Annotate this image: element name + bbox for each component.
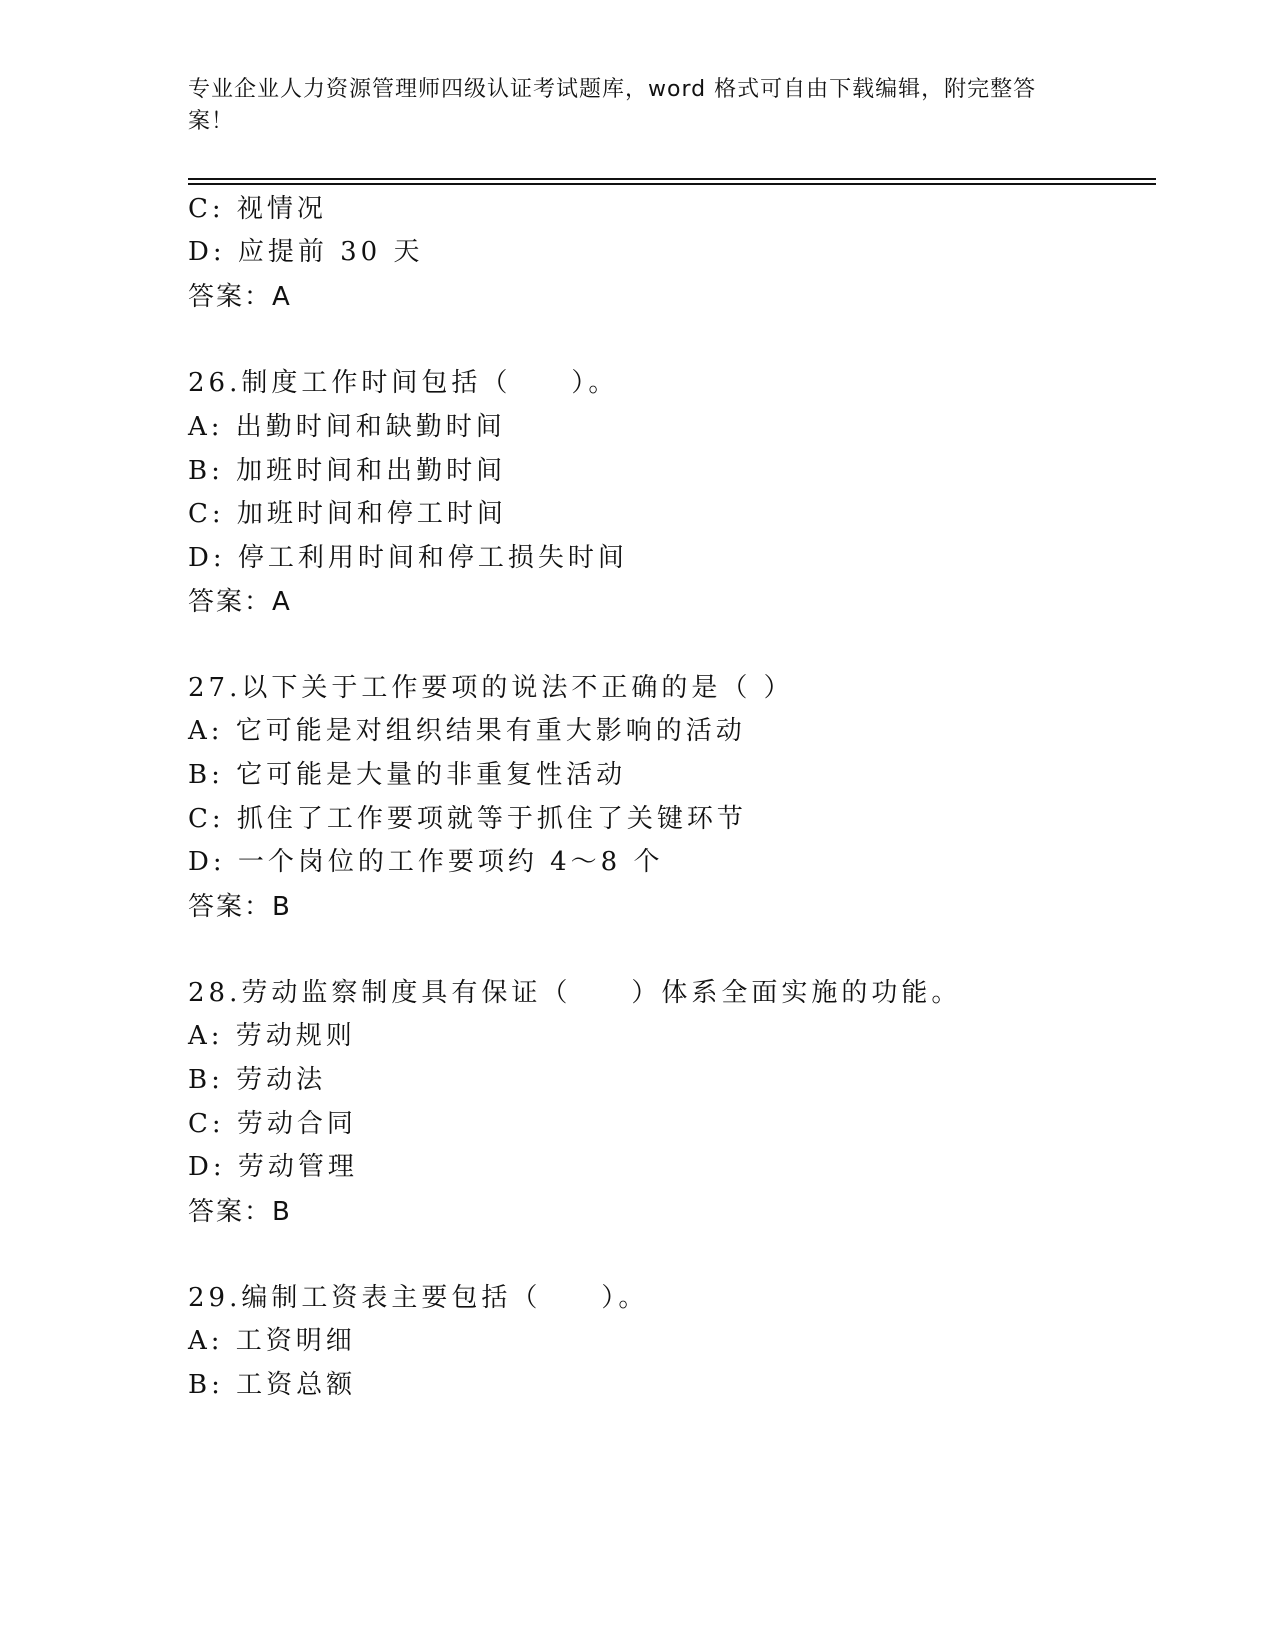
option-line: A: 工资明细: [188, 1326, 356, 1356]
document-header: 专业企业人力资源管理师四级认证考试题库，word 格式可自由下载编辑，附完整答案！: [188, 77, 1037, 134]
header-divider-top: [188, 178, 1156, 180]
option-line: A: 它可能是对组织结果有重大影响的活动: [188, 716, 746, 746]
option-line: D: 应提前 30 天: [188, 237, 424, 267]
answer-line: 答案：A: [188, 282, 292, 312]
option-line: D: 劳动管理: [188, 1152, 358, 1182]
option-line: C: 加班时间和停工时间: [188, 499, 507, 529]
option-line: B: 工资总额: [188, 1370, 357, 1400]
question-title: 26.制度工作时间包括（ ）。: [188, 368, 619, 398]
option-line: B: 加班时间和出勤时间: [188, 456, 507, 486]
answer-line: 答案：B: [188, 892, 292, 922]
answer-line: 答案：A: [188, 587, 292, 617]
option-line: C: 视情况: [188, 194, 327, 224]
question-title: 28.劳动监察制度具有保证（ ）体系全面实施的功能。: [188, 978, 962, 1008]
option-line: D: 一个岗位的工作要项约 4～8 个: [188, 847, 664, 877]
option-line: C: 抓住了工作要项就等于抓住了关键环节: [188, 804, 747, 834]
header-divider-bottom: [188, 183, 1156, 185]
option-line: C: 劳动合同: [188, 1109, 357, 1139]
option-line: B: 它可能是大量的非重复性活动: [188, 760, 627, 790]
option-line: B: 劳动法: [188, 1065, 327, 1095]
question-title: 29.编制工资表主要包括（ ）。: [188, 1283, 649, 1313]
answer-line: 答案：B: [188, 1197, 292, 1227]
option-line: A: 劳动规则: [188, 1021, 356, 1051]
option-line: D: 停工利用时间和停工损失时间: [188, 543, 628, 573]
option-line: A: 出勤时间和缺勤时间: [188, 412, 506, 442]
question-title: 27.以下关于工作要项的说法不正确的是（ ）: [188, 673, 794, 703]
